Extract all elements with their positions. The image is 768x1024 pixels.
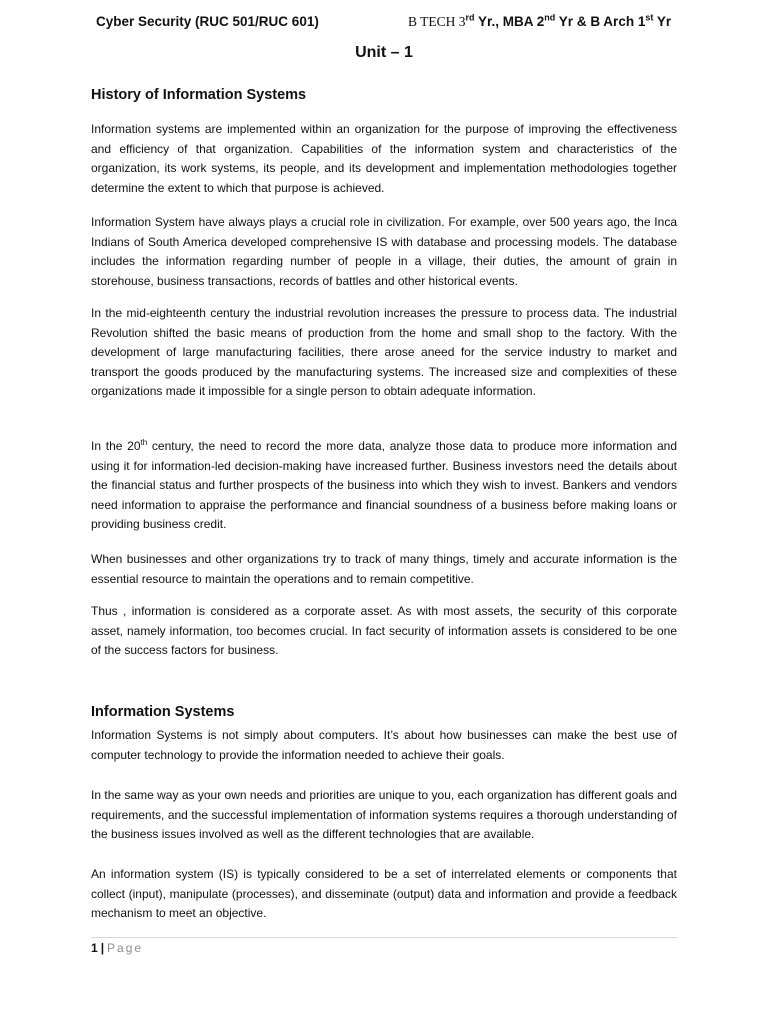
- program-btech: B TECH 3: [408, 14, 466, 29]
- program-info: [408, 14, 671, 30]
- paragraph-start: In the 20: [91, 439, 141, 453]
- section-heading-history: History of Information Systems: [91, 87, 307, 103]
- paragraph: Thus , information is considered as a corporate asset. As with most assets, the security of this corporate asset, namely information, too becomes crucial. In fact security of information assets is considered to be one of the success factors for business.: [91, 604, 677, 658]
- program-sup-rd: rd: [465, 12, 475, 23]
- paragraph: Information systems are implemented within an organization for the purpose of improving the effectiveness and efficiency of that organization. Capabilities of the information system and characteristics of the organization, its work systems, its people, and its development and implementation methodologies together determine the extent to which that purpose is achieved.: [91, 122, 677, 195]
- footer-divider: [91, 937, 677, 938]
- page-header: [96, 14, 686, 34]
- page-footer: [91, 941, 143, 955]
- paragraph: When businesses and other organizations try to track of many things, timely and accurate information is the essential resource to maintain the operations and to remain competitive.: [91, 552, 677, 586]
- course-title: Cyber Security (RUC 501/RUC 601): [96, 14, 319, 29]
- program-mba: Yr., MBA 2: [474, 14, 545, 29]
- paragraph-rest: century, the need to record the more data, analyze those data to produce more information and using it for information-led decision-making have increased further. Business investors need the details about the financial status and further prospects of the business into which they wish to invest. Bankers and vendors need information to appraise the performance and financial soundness of a business before making loans or providing business credit.: [91, 439, 677, 532]
- footer-separator: |: [100, 941, 105, 955]
- program-yr: Yr: [653, 14, 672, 29]
- program-sup-st: st: [645, 12, 654, 23]
- superscript-th: th: [140, 438, 148, 447]
- paragraph: In the mid-eighteenth century the industrial revolution increases the pressure to process data. The industrial Revolution shifted the basic means of production from the home and small shop to the factory. With the development of large manufacturing facilities, there arose aneed for the service industry to market and transport the goods produced by the manufacturing systems. The increased size and complexities of these organizations made it impossible for a single person to obtain adequate information.: [91, 306, 677, 399]
- paragraph: [91, 437, 677, 535]
- program-barch: Yr & B Arch 1: [555, 14, 646, 29]
- paragraph: Information Systems is not simply about computers. It’s about how businesses can make the best use of computer technology to provide the information needed to achieve their goals.: [91, 728, 677, 762]
- page-number: 1: [91, 941, 98, 955]
- section-heading-information-systems: Information Systems: [91, 704, 235, 720]
- program-sup-nd: nd: [544, 12, 556, 23]
- paragraph: In the same way as your own needs and priorities are unique to you, each organization has different goals and requirements, and the successful implementation of information systems requires a thorough understanding of the business issues involved as well as the different technologies that are available.: [91, 788, 677, 842]
- unit-title: Unit – 1: [355, 44, 413, 61]
- page-label: Page: [107, 941, 144, 955]
- paragraph: An information system (IS) is typically considered to be a set of interrelated elements or components that collect (input), manipulate (processes), and disseminate (output) data and information and provide a feedback mechanism to meet an objective.: [91, 867, 677, 921]
- paragraph: Information System have always plays a crucial role in civilization. For example, over 500 years ago, the Inca Indians of South America developed comprehensive IS with database and processing models. The database includes the information regarding number of people in a village, their duties, the amount of grain in storehouse, business transactions, records of battles and other historical events.: [91, 215, 677, 288]
